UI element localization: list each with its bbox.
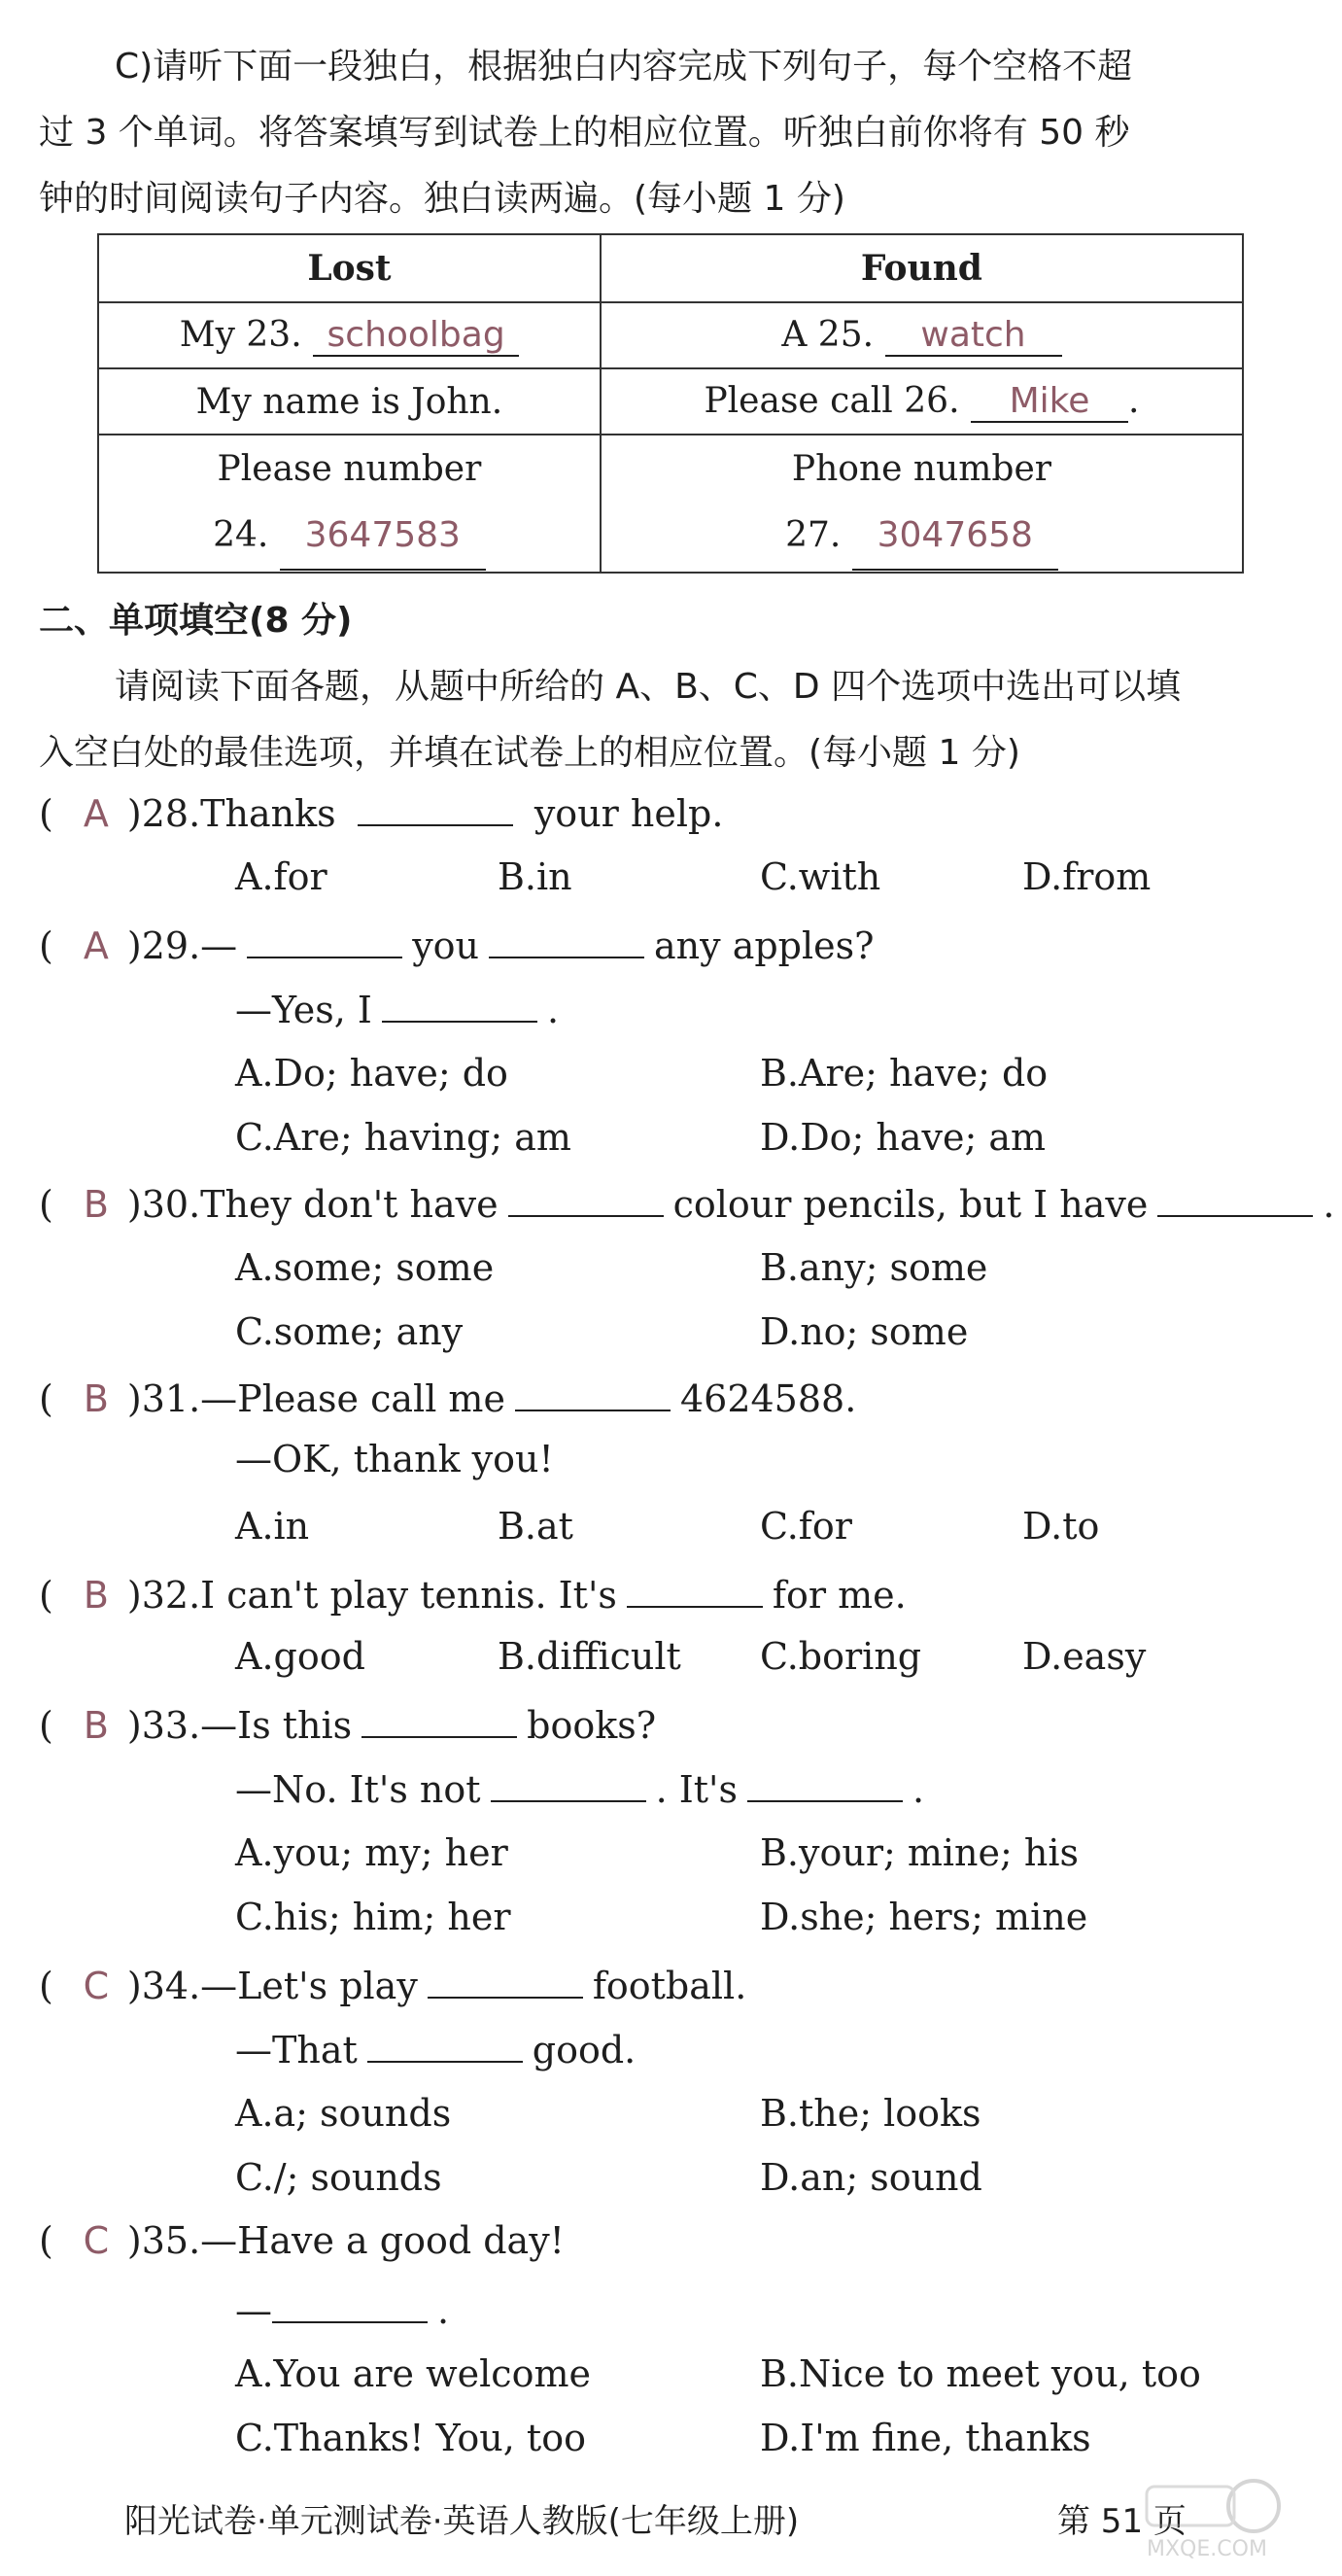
- question-stem: any apples?: [654, 924, 875, 967]
- question-32: [39, 1571, 907, 1617]
- question-35-reply: [235, 2286, 450, 2332]
- option-a: A.you; my; her: [235, 1831, 508, 1874]
- reply-text: .: [912, 1768, 925, 1811]
- option-b: B.at: [498, 1505, 573, 1548]
- option-c: C.Are; having; am: [235, 1116, 571, 1159]
- instruction-line-2: 过 3 个单词。将答案填写到试卷上的相应位置。听独白前你将有 50 秒: [39, 113, 1130, 153]
- open-paren: (: [39, 1965, 53, 2007]
- reply-text: —That: [235, 2029, 358, 2071]
- page-number: 第 51 页: [1057, 2502, 1187, 2541]
- table-cell: [601, 435, 1243, 573]
- option-d: D.I'm fine, thanks: [760, 2417, 1091, 2459]
- table-header-lost: Lost: [98, 234, 601, 302]
- answer-33: B: [83, 1704, 109, 1747]
- cell-prefix: Please call 26.: [704, 380, 960, 421]
- lost-found-table: [97, 233, 1244, 574]
- open-paren: (: [39, 1704, 53, 1747]
- open-paren: (: [39, 924, 53, 967]
- question-31: [39, 1375, 857, 1420]
- option-b: B.any; some: [760, 1246, 988, 1289]
- option-b: B.Are; have; do: [760, 1052, 1049, 1095]
- option-b: B.in: [498, 855, 572, 898]
- open-paren: (: [39, 1377, 53, 1420]
- option-b: B.difficult: [498, 1635, 681, 1678]
- reply-text: .: [546, 989, 560, 1031]
- watermark-text: MXQE.COM: [1147, 2537, 1267, 2561]
- question-stem: )31.—Please call me: [126, 1377, 505, 1420]
- option-d: D.she; hers; mine: [760, 1896, 1088, 1938]
- blank: [489, 922, 644, 958]
- reply-text: —No. It's not: [235, 1768, 481, 1811]
- option-a: A.You are welcome: [235, 2352, 591, 2395]
- table-header-found: Found: [601, 234, 1243, 302]
- option-c: C.Thanks! You, too: [235, 2417, 586, 2459]
- question-stem: )33.—Is this: [126, 1704, 353, 1747]
- question-stem: )28.Thanks: [126, 792, 336, 835]
- option-a: A.for: [235, 855, 327, 898]
- blank: [627, 1571, 763, 1608]
- blank: [361, 1701, 517, 1738]
- blank: [247, 922, 402, 958]
- question-stem: )30.They don't have: [126, 1183, 499, 1226]
- option-c: C.boring: [760, 1635, 922, 1678]
- option-c: C.his; him; her: [235, 1896, 511, 1938]
- section-instruction-1: 请阅读下面各题，从题中所给的 A、B、C、D 四个选项中选出可以填: [115, 667, 1182, 707]
- option-d: D.an; sound: [760, 2156, 982, 2199]
- answer-24: 3647583: [280, 503, 486, 571]
- option-b: B.Nice to meet you, too: [760, 2352, 1201, 2395]
- option-a: A.Do; have; do: [235, 1052, 508, 1095]
- table-row: [98, 435, 1243, 573]
- question-stem: )35.—Have a good day!: [126, 2219, 565, 2262]
- reply-text: —Yes, I: [235, 989, 372, 1031]
- answer-32: B: [83, 1574, 109, 1617]
- question-29-reply: [235, 986, 560, 1031]
- table-cell: [98, 435, 601, 573]
- cell-label: Phone number: [791, 449, 1051, 489]
- question-33-reply: [235, 1765, 925, 1811]
- section-heading: 二、单项填空(8 分): [39, 601, 353, 641]
- blank: [491, 1765, 646, 1802]
- answer-25: watch: [885, 315, 1062, 357]
- blank: [515, 1375, 671, 1411]
- question-28: [39, 789, 724, 835]
- answer-23: schoolbag: [313, 315, 519, 357]
- question-35: [39, 2219, 565, 2262]
- footer-title: 阳光试卷·单元测试卷·英语人教版(七年级上册): [124, 2502, 800, 2541]
- section-instruction-2: 入空白处的最佳选项，并填在试卷上的相应位置。(每小题 1 分): [39, 733, 1020, 773]
- question-30: [39, 1180, 1335, 1226]
- reply-text: .: [437, 2289, 450, 2332]
- option-c: C./; sounds: [235, 2156, 442, 2199]
- question-stem: football.: [592, 1965, 747, 2007]
- table-header-row: [98, 234, 1243, 302]
- table-cell: My name is John.: [98, 368, 601, 435]
- option-a: A.a; sounds: [235, 2092, 452, 2135]
- watermark-logo: [1137, 2469, 1292, 2566]
- instruction-line-1: C)请听下面一段独白，根据独白内容完成下列句子，每个空格不超: [115, 47, 1133, 87]
- question-stem: 4624588.: [679, 1377, 857, 1420]
- reply-text: good.: [532, 2029, 637, 2071]
- question-stem: for me.: [772, 1574, 907, 1617]
- answer-31: B: [83, 1377, 109, 1420]
- open-paren: (: [39, 1183, 53, 1226]
- table-cell: [601, 368, 1243, 435]
- blank: [272, 2286, 428, 2323]
- question-stem: your help.: [533, 792, 724, 835]
- blank: [382, 986, 537, 1023]
- instruction-line-3: 钟的时间阅读句子内容。独白读两遍。(每小题 1 分): [39, 179, 845, 219]
- question-stem: books?: [527, 1704, 657, 1747]
- answer-30: B: [83, 1183, 109, 1226]
- reply-text: —: [235, 2289, 272, 2332]
- table-cell: [601, 302, 1243, 368]
- option-a: A.some; some: [235, 1246, 495, 1289]
- question-stem: you: [412, 924, 480, 967]
- option-c: C.for: [760, 1505, 852, 1548]
- blank: [747, 1765, 903, 1802]
- question-stem: )32.I can't play tennis. It's: [126, 1574, 617, 1617]
- cell-prefix: A 25.: [781, 314, 875, 355]
- question-34-reply: [235, 2026, 636, 2069]
- question-stem: )29.—: [126, 924, 238, 967]
- blank: [1157, 1180, 1313, 1217]
- answer-34: C: [83, 1965, 110, 2007]
- option-c: C.with: [760, 855, 881, 898]
- table-row: [98, 302, 1243, 368]
- open-paren: (: [39, 792, 53, 835]
- answer-28: A: [83, 792, 109, 835]
- option-b: B.the; looks: [760, 2092, 981, 2135]
- cell-prefix: 24.: [213, 515, 269, 555]
- blank: [367, 2026, 523, 2063]
- table-cell: [98, 302, 601, 368]
- open-paren: (: [39, 2219, 53, 2262]
- option-a: A.good: [235, 1635, 365, 1678]
- option-b: B.your; mine; his: [760, 1831, 1080, 1874]
- option-c: C.some; any: [235, 1310, 464, 1353]
- option-d: D.from: [1022, 855, 1152, 898]
- answer-27: 3047658: [852, 503, 1058, 571]
- answer-26: Mike: [971, 381, 1128, 423]
- cell-suffix: .: [1127, 380, 1140, 421]
- cell-label: Please number: [217, 449, 482, 489]
- answer-29: A: [83, 924, 109, 967]
- question-34: [39, 1962, 747, 2007]
- blank: [508, 1180, 664, 1217]
- option-d: D.easy: [1022, 1635, 1147, 1678]
- option-d: D.no; some: [760, 1310, 969, 1353]
- reply-text: . It's: [655, 1768, 738, 1811]
- question-33: [39, 1701, 657, 1747]
- answer-35: C: [83, 2219, 110, 2262]
- question-stem: .: [1323, 1183, 1335, 1226]
- cell-prefix: My 23.: [179, 314, 302, 355]
- table-row: [98, 368, 1243, 435]
- option-d: D.to: [1022, 1505, 1100, 1548]
- cell-prefix: 27.: [785, 515, 842, 555]
- question-29: [39, 922, 875, 967]
- option-d: D.Do; have; am: [760, 1116, 1047, 1159]
- question-stem: colour pencils, but I have: [672, 1183, 1149, 1226]
- blank: [358, 789, 513, 826]
- open-paren: (: [39, 1574, 53, 1617]
- option-a: A.in: [235, 1505, 310, 1548]
- blank: [428, 1962, 583, 1999]
- question-stem: )34.—Let's play: [126, 1965, 418, 2007]
- question-31-reply: —OK, thank you!: [235, 1438, 554, 1480]
